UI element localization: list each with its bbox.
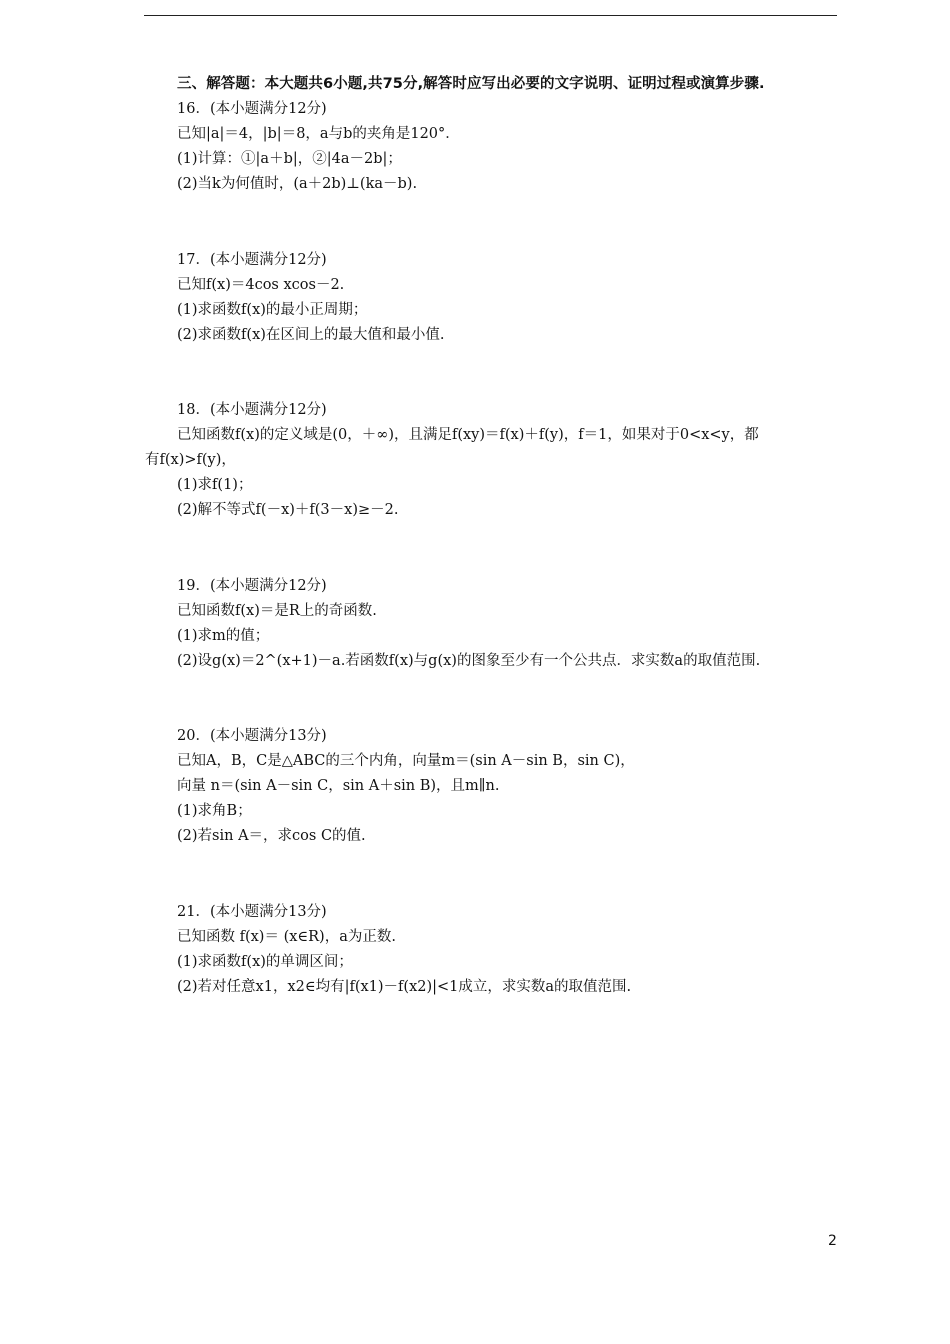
problem-16-line: 已知|a|＝4，|b|＝8，a与b的夹角是120°．	[177, 126, 460, 142]
problem-16-line: (2)当k为何值时，(a＋2b)⊥(ka－b).	[177, 176, 418, 192]
problem-20-line: 已知A，B，C是△ABC的三个内角，向量m＝(sin A－sin B，sin C)，	[177, 753, 635, 769]
problem-20-line: (2)若sin A＝，求cos C的值.	[177, 828, 366, 844]
problem-18-header: 18．(本小题满分12分)	[177, 402, 327, 418]
page-number: 2	[828, 1233, 837, 1249]
problem-19-header: 19．(本小题满分12分)	[177, 578, 327, 594]
problem-18-line: 有f(x)>f(y)，	[145, 452, 236, 468]
header-rule	[144, 15, 837, 16]
problem-20-line: 向量 n＝(sin A－sin C，sin A＋sin B)，且m∥n.	[177, 778, 500, 794]
problem-21-line: (1)求函数f(x)的单调区间；	[177, 954, 353, 970]
problem-19-line: (2)设g(x)＝2^(x+1)－a.若函数f(x)与g(x)的图象至少有一个公共点．求实数a的取值范围.	[177, 653, 761, 669]
problem-17-line: (1)求函数f(x)的最小正周期；	[177, 302, 368, 318]
problem-16-line: (1)计算：①|a＋b|，②|4a－2b|；	[177, 151, 402, 167]
problem-20-line: (1)求角B；	[177, 803, 252, 819]
problem-19-line: (1)求m的值；	[177, 628, 270, 644]
problem-16-header: 16．(本小题满分12分)	[177, 101, 327, 117]
problem-17-header: 17．(本小题满分12分)	[177, 252, 327, 268]
problem-19-line: 已知函数f(x)＝是R上的奇函数.	[177, 603, 377, 619]
problem-21-line: 已知函数 f(x)＝ (x∈R)，a为正数.	[177, 929, 396, 945]
problem-18-line: (1)求f(1)；	[177, 477, 253, 493]
problem-17-line: 已知f(x)＝4cos xcos－2.	[177, 277, 345, 293]
problem-21-header: 21．(本小题满分13分)	[177, 904, 327, 920]
problem-20-header: 20．(本小题满分13分)	[177, 728, 327, 744]
problem-18-line: 已知函数f(x)的定义域是(0，＋∞)，且满足f(xy)＝f(x)＋f(y)，f＝1，如果对于0<x<y，都	[177, 427, 759, 443]
section-heading: 三、解答题：本大题共6小题,共75分,解答时应写出必要的文字说明、证明过程或演算步骤.	[177, 76, 765, 92]
problem-21-line: (2)若对任意x1，x2∈均有|f(x1)－f(x2)|<1成立，求实数a的取值范围.	[177, 979, 632, 995]
problem-18-line: (2)解不等式f(－x)＋f(3－x)≥－2.	[177, 502, 399, 518]
problem-17-line: (2)求函数f(x)在区间上的最大值和最小值.	[177, 327, 445, 343]
